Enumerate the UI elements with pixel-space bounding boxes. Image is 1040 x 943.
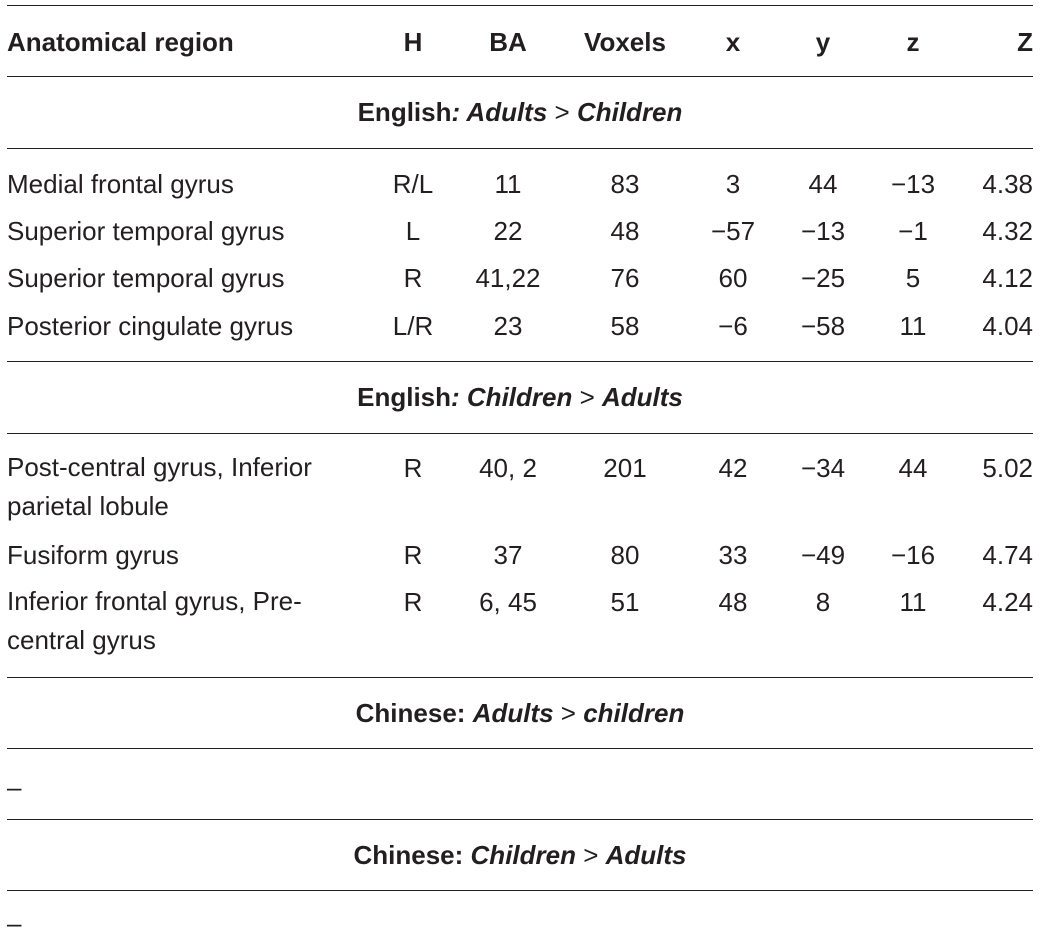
- section-header: [7, 693, 1033, 733]
- cell-x: −57: [710, 216, 756, 246]
- cell-h: L/R: [392, 311, 434, 341]
- header-rule: [7, 76, 1033, 77]
- cell-y: −34: [800, 453, 846, 483]
- cell-region: Superior temporal gyrus: [7, 263, 285, 293]
- section-rule: [7, 361, 1033, 362]
- cell-region: Inferior frontal gyrus, Pre-central gyrus: [7, 586, 302, 655]
- section-rule: [7, 819, 1033, 820]
- section-label-prefix: Chinese:: [355, 698, 466, 728]
- cell-z-score: 4.38: [982, 169, 1033, 199]
- cell-ba: 40, 2: [479, 453, 537, 483]
- cell-region: Posterior cingulate gyrus: [7, 311, 294, 341]
- cell-voxels: 48: [610, 216, 640, 246]
- cell-region: Medial frontal gyrus: [7, 169, 234, 199]
- cell-ba: 41,22: [475, 263, 541, 293]
- cell-voxels: 201: [603, 453, 647, 483]
- section-label-prefix: Chinese:: [353, 840, 464, 870]
- cell-voxels: 80: [610, 540, 640, 570]
- cell-h: R/L: [392, 169, 434, 199]
- section-label-sep: [465, 698, 472, 728]
- section-label-b: Adults: [605, 840, 687, 870]
- cell-x: 60: [718, 263, 748, 293]
- section-label-sep: :: [451, 382, 467, 412]
- cell-x: 48: [718, 587, 748, 617]
- cell-ba: 37: [493, 540, 523, 570]
- cell-ba: 11: [494, 169, 522, 199]
- cell-region: Fusiform gyrus: [7, 540, 179, 570]
- section-label-op: >: [575, 840, 606, 870]
- section-rule: [7, 433, 1033, 434]
- cell-z: 44: [898, 453, 928, 483]
- table-top-rule: [7, 5, 1033, 6]
- cell-y: −13: [800, 216, 846, 246]
- section-label-b: Adults: [602, 382, 683, 412]
- cell-x: 3: [725, 169, 741, 199]
- cell-z: 11: [899, 311, 927, 341]
- cell-ba: 23: [493, 311, 523, 341]
- section-label-a: Children: [466, 382, 573, 412]
- cell-y: −49: [800, 540, 846, 570]
- section-label-a: Adults: [466, 97, 548, 127]
- cell-x: 42: [718, 453, 748, 483]
- section-label-sep: :: [451, 97, 467, 127]
- cell-voxels: 76: [610, 263, 640, 293]
- empty-marker: –: [7, 908, 22, 938]
- section-label-op: >: [553, 698, 584, 728]
- col-header-voxels: Voxels: [584, 27, 666, 57]
- col-header-ba: BA: [489, 27, 527, 57]
- section-header: [7, 92, 1033, 132]
- col-header-region: Anatomical region: [7, 27, 234, 57]
- section-rule: [7, 148, 1033, 149]
- cell-z: −1: [898, 216, 928, 246]
- col-header-y: y: [815, 27, 831, 57]
- cell-h: R: [403, 540, 423, 570]
- section-label-a: Adults: [472, 698, 554, 728]
- cell-y: −25: [800, 263, 846, 293]
- col-header-h: H: [403, 27, 423, 57]
- section-rule: [7, 677, 1033, 678]
- cell-x: −6: [718, 311, 748, 341]
- cell-y: 8: [815, 587, 831, 617]
- cell-h: L: [405, 216, 421, 246]
- col-header-x: x: [725, 27, 741, 57]
- cell-z-score: 4.32: [982, 216, 1033, 246]
- cell-z-score: 4.74: [982, 540, 1033, 570]
- cell-z: −13: [890, 169, 936, 199]
- cell-voxels: 58: [610, 311, 640, 341]
- cell-z: 5: [905, 263, 921, 293]
- cell-voxels: 51: [610, 587, 640, 617]
- cell-z-score: 4.24: [982, 587, 1033, 617]
- section-label-sep: [463, 840, 470, 870]
- cell-region: Post-central gyrus, Inferior parietal lobule: [7, 452, 312, 521]
- section-rule: [7, 748, 1033, 749]
- col-header-z-score: Z: [1017, 27, 1033, 57]
- cell-y: −58: [800, 311, 846, 341]
- section-label-b: Children: [576, 97, 683, 127]
- col-header-z: z: [906, 27, 920, 57]
- cell-h: R: [403, 263, 423, 293]
- cell-x: 33: [718, 540, 748, 570]
- cell-h: R: [403, 587, 423, 617]
- cell-z-score: 4.12: [982, 263, 1033, 293]
- section-label-prefix: English: [357, 97, 452, 127]
- section-header: [7, 377, 1033, 417]
- cell-z-score: 5.02: [982, 453, 1033, 483]
- cell-ba: 22: [493, 216, 523, 246]
- section-label-prefix: English: [357, 382, 452, 412]
- cell-z: 11: [899, 587, 927, 617]
- section-label-a: Children: [470, 840, 576, 870]
- section-label-b: children: [583, 698, 685, 728]
- section-label-op: >: [547, 97, 577, 127]
- cell-y: 44: [808, 169, 838, 199]
- cell-h: R: [403, 453, 423, 483]
- cell-z-score: 4.04: [982, 311, 1033, 341]
- cell-z: −16: [890, 540, 936, 570]
- section-header: [7, 835, 1033, 875]
- section-rule: [7, 890, 1033, 891]
- section-label-op: >: [572, 382, 602, 412]
- cell-region: Superior temporal gyrus: [7, 216, 285, 246]
- cell-voxels: 83: [610, 169, 640, 199]
- cell-ba: 6, 45: [479, 587, 537, 617]
- empty-marker: –: [7, 772, 22, 802]
